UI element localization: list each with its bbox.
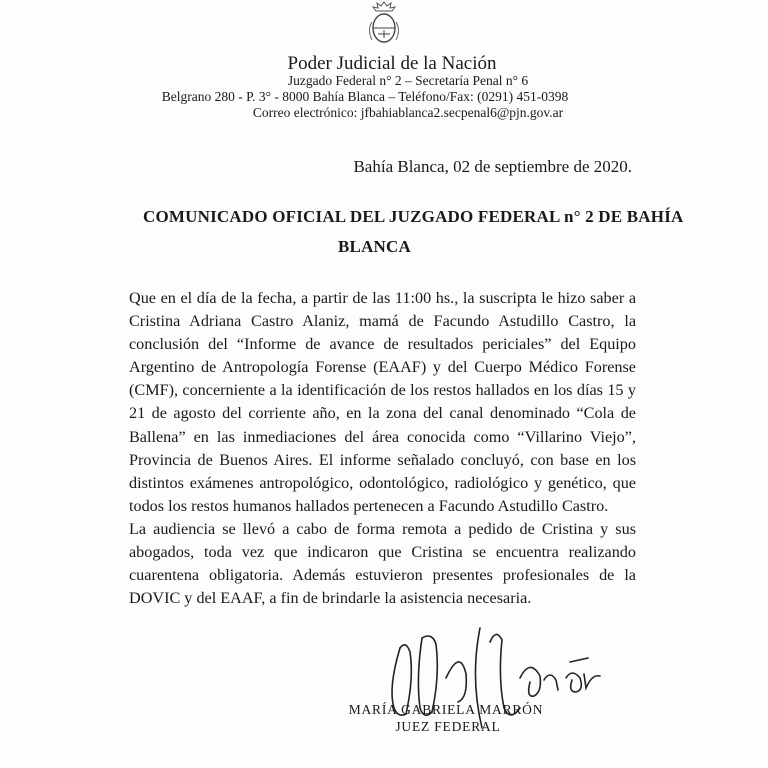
signer-role: JUEZ FEDERAL bbox=[395, 719, 501, 734]
body-paragraph-2: La audiencia se llevó a cabo de forma remota a pedido de Cristina y sus abogados, toda vez que indicaron que Cristina se encuentra realizando cuarentena obligatoria. Además estuvieron presentes profesionales de la DOVIC y del EAAF, a fin de brindarle la asistencia necesaria. bbox=[129, 519, 636, 608]
document-heading-line2: BLANCA bbox=[338, 237, 411, 256]
court-email: Correo electrónico: jfbahiablanca2.secpenal6@pjn.gov.ar bbox=[252, 105, 564, 120]
institution-title: Poder Judicial de la Nación bbox=[287, 53, 497, 74]
document-body bbox=[129, 287, 636, 610]
document-heading-line1: COMUNICADO OFICIAL DEL JUZGADO FEDERAL n° 2 DE BAHÍA bbox=[143, 207, 684, 226]
court-name: Juzgado Federal n° 2 – Secretaría Penal n° 6 bbox=[287, 73, 529, 88]
court-address: Belgrano 280 - P. 3° - 8000 Bahía Blanca – Teléfono/Fax: (0291) 451-0398 bbox=[161, 89, 569, 104]
coat-of-arms-icon bbox=[364, 0, 404, 50]
document-date: Bahía Blanca, 02 de septiembre de 2020. bbox=[353, 157, 632, 176]
body-paragraph-1: Que en el día de la fecha, a partir de las 11:00 hs., la suscripta le hizo saber a Cristina Adriana Castro Alaniz, mamá de Facundo Astudillo Castro, la conclusión del “Informe de avance de resultados periciales” del Equipo Argentino de Antropología Forense (EAAF) y del Cuerpo Médico Forense (CMF), concerniente a la identificación de los restos hallados en los días 15 y 21 de agosto del corriente año, en la zona del canal denominado “Cola de Ballena” en las inmediaciones del área conocida como “Villarino Viejo”, Provincia de Buenos Aires. El informe señalado concluyó, con base en los distintos exámenes antropológico, odontológico, radiológico y genético, que todos los restos humanos hallados pertenecen a Facundo Astudillo Castro. bbox=[129, 289, 636, 515]
signer-name: MARÍA GABRIELA MARRÓN bbox=[348, 702, 544, 717]
